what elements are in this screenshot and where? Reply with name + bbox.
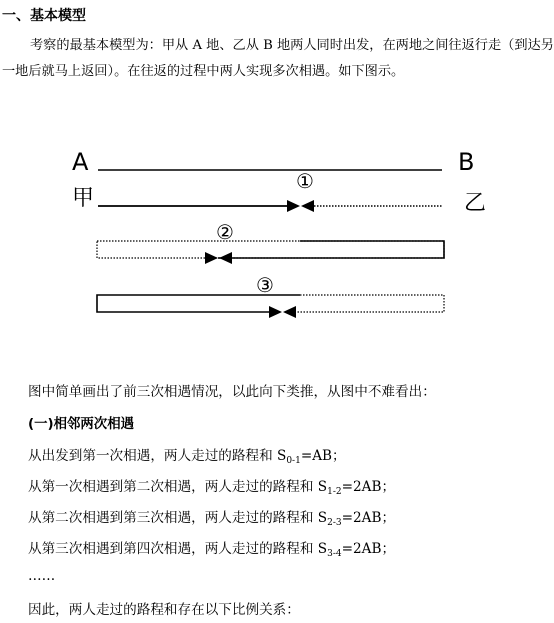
yi-arrow-1: [301, 200, 314, 212]
yi-path-2: [218, 241, 444, 258]
section-heading: 一、基本模型: [2, 8, 86, 24]
yi-arrow-2: [219, 252, 232, 264]
meeting-3-marker: ③: [256, 273, 274, 297]
label-yi: 乙: [464, 191, 487, 216]
yi-arrow-3: [283, 306, 296, 318]
yi-path-3-dashed: [296, 295, 444, 312]
distance-line-2: 从第一次相遇到第二次相遇，两人走过的路程和 $S_{1-2}=2AB$；: [28, 479, 396, 497]
subheading: (一)相邻两次相遇: [28, 417, 134, 432]
jia-path-2-dashed: [97, 241, 444, 258]
distance-line-3: 从第二次相遇到第三次相遇，两人走过的路程和 $S_{2-3}=2AB$；: [28, 510, 396, 528]
label-jia: 甲: [72, 186, 95, 211]
label-b: B: [458, 148, 475, 176]
jia-arrow-3: [269, 306, 282, 318]
intro-paragraph: 考察的最基本模型为：甲从 A 地、乙从 B 地两人同时出发，在两地之间往返行走（到达另一地后就马上返回）。在往返的过程中两人实现多次相遇。如下图示。: [2, 38, 554, 79]
distance-line-4: 从第三次相遇到第四次相遇，两人走过的路程和 $S_{3-4}=2AB$；: [28, 541, 396, 559]
jia-arrow-1: [287, 200, 300, 212]
ellipsis: ……: [28, 568, 56, 584]
meeting-diagram: [60, 135, 500, 325]
after-diagram-text: 图中简单画出了前三次相遇情况，以此向下类推，从图中不难看出：: [28, 384, 436, 400]
label-a: A: [72, 148, 89, 176]
distance-line-1: 从出发到第一次相遇，两人走过的路程和 $S_{0-1}=AB$；: [28, 448, 346, 466]
meeting-1-marker: ①: [296, 169, 314, 193]
conclusion-text: 因此，两人走过的路程和存在以下比例关系：: [28, 602, 300, 618]
meeting-2-marker: ②: [216, 220, 234, 244]
jia-arrow-2: [205, 252, 218, 264]
